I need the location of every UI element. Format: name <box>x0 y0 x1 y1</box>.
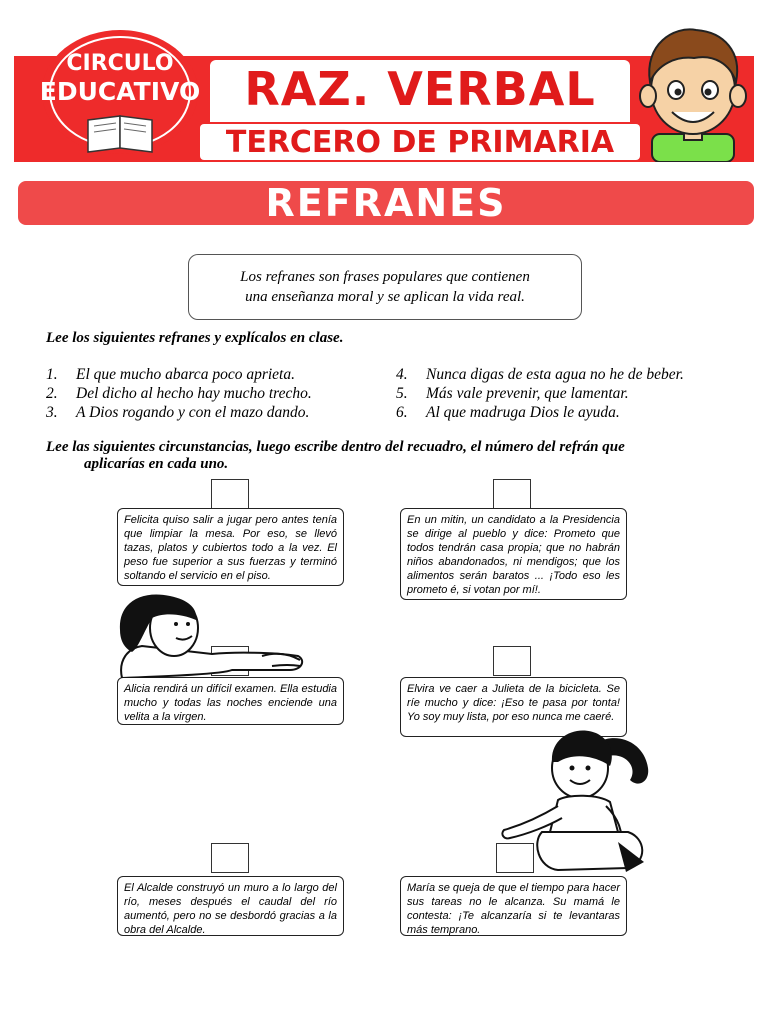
list-item: 6. Al que madruga Dios le ayuda. <box>396 404 620 421</box>
scene-box-6: María se queja de que el tiempo para hacer sus tareas no le alcanza. Su mamá le contesta: ¡Te alcanzaría si te levantaras más temprano. <box>400 876 627 936</box>
scene-box-4: Elvira ve caer a Julieta de la bicicleta. Se ríe mucho y dice: ¡Eso te pasa por tonta! Yo soy muy lista, por eso nunca me caeré. <box>400 677 627 737</box>
scene-box-1: Felicita quiso salir a jugar pero antes tenía que limpiar la mesa. Por eso, se llevó tazas, platos y cubiertos todo a la vez. El peso fue superior a sus fuerzas y terminó soltando el servicio en el piso. <box>117 508 344 586</box>
definition-line-2: una enseñanza moral y se aplican la vida real. <box>245 289 525 305</box>
girl-leaning-icon <box>112 590 308 678</box>
circulo-educativo-logo-icon <box>40 26 200 156</box>
scene-box-3: Alicia rendirá un difícil examen. Ella estudia mucho y todas las noches enciende una velita a la virgen. <box>117 677 344 725</box>
refranes-list-right <box>396 365 736 422</box>
answer-box-2[interactable] <box>493 479 531 509</box>
page-subtitle: TERCERO DE PRIMARIA <box>225 125 615 160</box>
list-item: 1. El que mucho abarca poco aprieta. <box>46 366 295 383</box>
definition-box <box>188 254 582 320</box>
svg-text:EDUCATIVO: EDUCATIVO <box>40 77 200 106</box>
list-item: 4. Nunca digas de esta agua no he de beber. <box>396 366 684 383</box>
definition-line-1: Los refranes son frases populares que contienen <box>240 269 530 285</box>
scene-box-5: El Alcalde construyó un muro a lo largo del río, meses después el caudal del río aumentó, pero no se desbordó gracias a la obra del Alcalde. <box>117 876 344 936</box>
topic-title: REFRANES <box>265 181 507 225</box>
instruction-2: Lee las siguientes circunstancias, luego escribe dentro del recuadro, el número del refrán que aplicarías en cada uno. <box>46 439 625 472</box>
list-item: 5. Más vale prevenir, que lamentar. <box>396 385 629 402</box>
page-title: RAZ. VERBAL <box>244 62 596 116</box>
scene-box-2: En un mitin, un candidato a la Presidencia se dirige al pueblo y dice: Prometo que todos tendrán casa propia; que no habrán niños abandonados, ni mendigos; que los alimentos serán baratos ... ¡Todo eso les prometo é, si votan por mí!. <box>400 508 627 600</box>
answer-box-5[interactable] <box>211 843 249 873</box>
answer-box-4[interactable] <box>493 646 531 676</box>
list-item: 2. Del dicho al hecho hay mucho trecho. <box>46 385 312 402</box>
boy-avatar-icon <box>634 24 752 162</box>
instruction-1: Lee los siguientes refranes y explícalos en clase. <box>46 330 344 346</box>
list-item: 3. A Dios rogando y con el mazo dando. <box>46 404 310 421</box>
answer-box-1[interactable] <box>211 479 249 509</box>
girl-kneeling-icon <box>498 722 654 874</box>
svg-text:CIRCULO: CIRCULO <box>66 51 174 76</box>
refranes-list-left <box>46 365 376 422</box>
